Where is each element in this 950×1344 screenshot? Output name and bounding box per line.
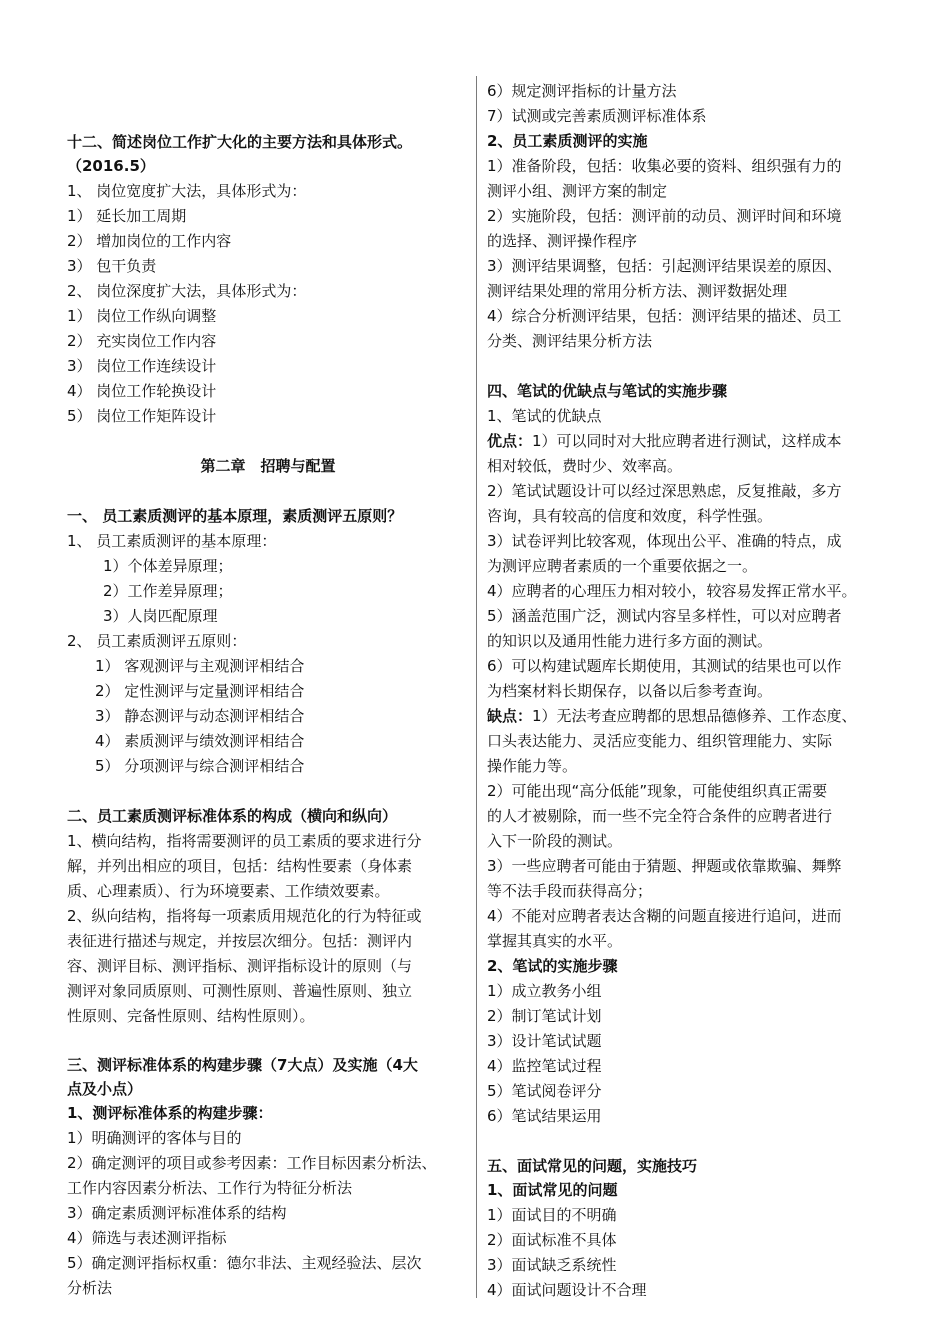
- paragraph-line: 口头表达能力、灵活应变能力、组织管理能力、实际: [487, 732, 833, 750]
- paragraph-line: 2）可能出现“高分低能”现象，可能使组织真正需要: [487, 782, 828, 800]
- paragraph-line: 的选择、测评操作程序: [487, 232, 638, 250]
- paragraph-line: 1、横向结构，指将需要测评的员工素质的要求进行分: [67, 832, 422, 850]
- paragraph-line: 3）一些应聘者可能由于猜题、押题或依靠欺骗、舞弊: [487, 857, 842, 875]
- paragraph-line: 咨询，具有较高的信度和效度，科学性强。: [487, 507, 773, 525]
- paragraph-line: 入下一阶段的测试。: [487, 832, 623, 850]
- list-item: 4） 素质测评与绩效测评相结合: [95, 732, 305, 750]
- cons-label: 缺点：: [487, 707, 533, 725]
- list-item: 3） 静态测评与动态测评相结合: [95, 707, 305, 725]
- list-item: 3）确定素质测评标准体系的结构: [67, 1204, 287, 1222]
- list-item: 4）监控笔试过程: [487, 1057, 602, 1075]
- paragraph-line: 3）试卷评判比较客观，体现出公平、准确的特点，成: [487, 532, 842, 550]
- paragraph-line: 质、心理素质）、行为环境要素、工作绩效要素。: [67, 882, 390, 900]
- paragraph-line: 为测评应聘者素质的一个重要依据之一。: [487, 557, 758, 575]
- list-item: 2） 充实岗位工作内容: [67, 332, 217, 350]
- column-divider: [476, 76, 477, 1298]
- chapter-title: 第二章 招聘与配置: [200, 457, 336, 475]
- paragraph-line: 2、纵向结构，指将每一项素质用规范化的行为特征或: [67, 907, 422, 925]
- list-item: 1） 岗位工作纵向调整: [67, 307, 217, 325]
- q3-title-cont: 点及小点）: [67, 1080, 143, 1098]
- list-item: 5） 分项测评与综合测评相结合: [95, 757, 305, 775]
- list-item: 1）个体差异原理；: [103, 557, 233, 575]
- paragraph-line: 1）准备阶段，包括：收集必要的资料、组织强有力的: [487, 157, 842, 175]
- paragraph-line: 分类、测评结果分析方法: [487, 332, 653, 350]
- list-item: 3）人岗匹配原理: [103, 607, 218, 625]
- paragraph-line: 的人才被剔除，而一些不完全符合条件的应聘者进行: [487, 807, 833, 825]
- list-item: 6）规定测评指标的计量方法: [487, 82, 677, 100]
- paragraph-line: 为档案材料长期保存，以备以后参考查询。: [487, 682, 773, 700]
- list-item: 3） 包干负责: [67, 257, 157, 275]
- q4-subheading: 1、笔试的优缺点: [487, 407, 602, 425]
- paragraph-line: 4）应聘者的心理压力相对较小，较容易发挥正常水平。: [487, 582, 857, 600]
- q3-subheading: 1、测评标准体系的构建步骤：: [67, 1104, 273, 1122]
- list-item: 7）试测或完善素质测评标准体系: [487, 107, 707, 125]
- paragraph-line: 2）实施阶段，包括：测评前的动员、测评时间和环境: [487, 207, 842, 225]
- list-item: 4）面试问题设计不合理: [487, 1281, 647, 1299]
- q1-subheading: 2、 员工素质测评五原则：: [67, 632, 247, 650]
- list-item: 4） 岗位工作轮换设计: [67, 382, 217, 400]
- list-item: 1） 客观测评与主观测评相结合: [95, 657, 305, 675]
- list-item: 5）笔试阅卷评分: [487, 1082, 602, 1100]
- q5-subheading: 1、面试常见的问题: [487, 1181, 618, 1199]
- q3-title: 三、测评标准体系的构建步骤（7大点）及实施（4大: [67, 1056, 418, 1074]
- list-item: 3）面试缺乏系统性: [487, 1256, 617, 1274]
- paragraph-line: 表征进行描述与规定，并按层次细分。包括：测评内: [67, 932, 413, 950]
- paragraph-line: 测评结果处理的常用分析方法、测评数据处理: [487, 282, 788, 300]
- list-item: 2） 定性测评与定量测评相结合: [95, 682, 305, 700]
- list-item: 2）制订笔试计划: [487, 1007, 602, 1025]
- paragraph-line: 掌握其真实的水平。: [487, 932, 623, 950]
- list-item: 5） 岗位工作矩阵设计: [67, 407, 217, 425]
- q5-title: 五、面试常见的问题，实施技巧: [487, 1157, 698, 1175]
- paragraph-line: 操作能力等。: [487, 757, 578, 775]
- list-item: 2） 增加岗位的工作内容: [67, 232, 232, 250]
- q12-date: （2016.5）: [67, 157, 155, 175]
- pros-text: 1）可以同时对大批应聘者进行测试，这样成本: [532, 432, 842, 450]
- paragraph-line: 的知识以及通用性能力进行多方面的测试。: [487, 632, 773, 650]
- list-item: 1、 岗位宽度扩大法，具体形式为：: [67, 182, 307, 200]
- list-item: 1） 延长加工周期: [67, 207, 187, 225]
- list-item: 1）明确测评的客体与目的: [67, 1129, 242, 1147]
- q12-title: 十二、简述岗位工作扩大化的主要方法和具体形式。: [67, 133, 413, 151]
- paragraph-line: 相对较低，费时少、效率高。: [487, 457, 683, 475]
- list-item: 2）确定测评的项目或参考因素：工作目标因素分析法、: [67, 1154, 437, 1172]
- paragraph-line: 容、测评目标、测评指标、测评指标设计的原则（与: [67, 957, 413, 975]
- impl-title: 2、员工素质测评的实施: [487, 132, 648, 150]
- list-item: 2）工作差异原理；: [103, 582, 233, 600]
- list-item: 5）确定测评指标权重：德尔非法、主观经验法、层次: [67, 1254, 422, 1272]
- pros-first-line: [487, 431, 842, 451]
- q1-subheading: 1、 员工素质测评的基本原理：: [67, 532, 277, 550]
- q1-title: 一、 员工素质测评的基本原理，素质测评五原则？: [67, 507, 403, 525]
- pros-label: 优点：: [487, 432, 533, 450]
- list-item: 分析法: [67, 1279, 113, 1297]
- paragraph-line: 性原则、完备性原则、结构性原则）。: [67, 1007, 315, 1025]
- list-item: 3） 岗位工作连续设计: [67, 357, 217, 375]
- cons-text: 1）无法考查应聘都的思想品德修养、工作态度、: [532, 707, 857, 725]
- q2-title: 二、员工素质测评标准体系的构成（横向和纵向）: [67, 807, 398, 825]
- list-item: 4）筛选与表述测评指标: [67, 1229, 227, 1247]
- q4-title: 四、笔试的优缺点与笔试的实施步骤: [487, 382, 728, 400]
- list-item: 工作内容因素分析法、工作行为特征分析法: [67, 1179, 353, 1197]
- paragraph-line: 测评对象同质原则、可测性原则、普遍性原则、独立: [67, 982, 413, 1000]
- list-item: 2、 岗位深度扩大法，具体形式为：: [67, 282, 307, 300]
- list-item: 1）成立教务小组: [487, 982, 602, 1000]
- paragraph-line: 4）综合分析测评结果，包括：测评结果的描述、员工: [487, 307, 842, 325]
- list-item: 3）设计笔试试题: [487, 1032, 602, 1050]
- cons-first-line: [487, 706, 857, 726]
- paragraph-line: 4）不能对应聘者表达含糊的问题直接进行追问，进而: [487, 907, 842, 925]
- paragraph-line: 3）测评结果调整，包括：引起测评结果误差的原因、: [487, 257, 842, 275]
- paragraph-line: 解，并列出相应的项目，包括：结构性要素（身体素: [67, 857, 413, 875]
- paragraph-line: 等不法手段而获得高分；: [487, 882, 653, 900]
- steps-title: 2、笔试的实施步骤: [487, 957, 618, 975]
- paragraph-line: 6）可以构建试题库长期使用，其测试的结果也可以作: [487, 657, 842, 675]
- list-item: 2）面试标准不具体: [487, 1231, 617, 1249]
- paragraph-line: 5）涵盖范围广泛，测试内容呈多样性，可以对应聘者: [487, 607, 842, 625]
- paragraph-line: 2）笔试试题设计可以经过深思熟虑，反复推敲，多方: [487, 482, 842, 500]
- list-item: 6）笔试结果运用: [487, 1107, 602, 1125]
- list-item: 1）面试目的不明确: [487, 1206, 617, 1224]
- paragraph-line: 测评小组、测评方案的制定: [487, 182, 668, 200]
